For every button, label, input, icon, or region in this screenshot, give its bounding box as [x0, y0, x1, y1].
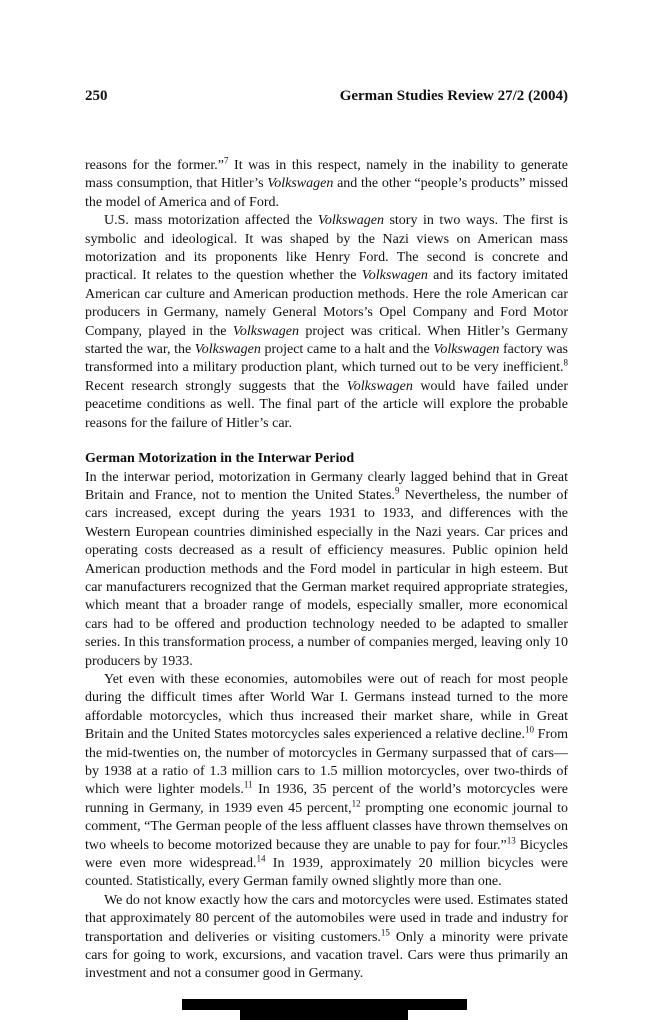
- text-run: Yet even with these economies, automobiles were out of reach for most people during the difficult times after World War I. Germans instead turned to the more affordable motorcycles, which thus increased their market share, while in Great Britain and the United States motorcycles sales experienced a relative decline.: [85, 671, 568, 743]
- footnote-ref-15: 15: [380, 927, 390, 937]
- italic-term: Volkswagen: [433, 342, 500, 358]
- text-run: prompting one economic journal to comment, “The German people of the less affluent classes have thrown themselves on two wheels to become motorized because they are unable to pay for four.”: [85, 800, 568, 853]
- footnote-ref-9: 9: [394, 485, 400, 496]
- italic-term: Volkswagen: [267, 176, 334, 192]
- text-run: In 1939, approximately 20 million bicycles were counted. Statistically, every German family owned slightly more than one.: [85, 856, 568, 890]
- text-run: In the interwar period, motorization in Germany clearly lagged behind that in Great Britain and France, not to mention the United States.: [85, 469, 568, 503]
- text-run: and the other “people’s products” missed the model of America and of Ford.: [85, 176, 568, 210]
- paragraph-5: [85, 892, 568, 984]
- text-run: Bicycles were even more widespread.: [85, 837, 568, 872]
- italic-term: Volkswagen: [346, 378, 413, 394]
- footnote-ref-7: 7: [224, 155, 229, 166]
- italic-term: Volkswagen: [361, 268, 428, 284]
- text-run: reasons for the former.”: [85, 158, 225, 173]
- footnote-ref-10: 10: [524, 724, 534, 735]
- text-run: Nevertheless, the number of cars increased, except during the years 1931 to 1933, and differences with the Western European countries diminished especially in the Nazi years. Car prices and operating costs decreased as a result of efficiency measures. Public opinion held American production methods and the Ford model in particular in high esteem. But car manufacturers recognized that the German market required appropriate strategies, which meant that a broader range of models, especially smaller, more economical cars had to be offered and production technology needed to be adapted to smaller series. In this transformation process, a number of companies merged, leaving only 10 producers by 1933.: [85, 487, 569, 669]
- footnote-ref-8: 8: [563, 357, 568, 368]
- scan-bottom-bar: [182, 999, 467, 1010]
- footnote-ref-11: 11: [243, 779, 253, 790]
- text-run: factory was transformed into a military production plant, which turned out to be very inefficient.: [85, 342, 568, 376]
- section-heading: German Motorization in the Interwar Period: [85, 451, 355, 467]
- paragraph-3: [85, 469, 568, 671]
- scan-bottom-bar-lower: [240, 1010, 408, 1020]
- italic-term: Volkswagen: [232, 323, 299, 339]
- footnote-ref-13: 13: [506, 834, 516, 845]
- paragraph-2: [85, 212, 568, 433]
- text-run: It was in this respect, namely in the inability to generate mass consumption, that Hitler’s: [85, 158, 568, 192]
- paragraph-1: [85, 157, 568, 212]
- text-run: In 1936, 35 percent of the world’s motorcycles were running in Germany, in 1939 even 45 percent,: [85, 782, 568, 816]
- footnote-ref-12: 12: [351, 798, 361, 809]
- page-number: 250: [85, 88, 108, 104]
- text-run: U.S. mass motorization affected the: [104, 213, 318, 229]
- text-run: project was critical. When Hitler’s Germany started the war, the: [85, 323, 569, 358]
- running-header: [85, 88, 568, 108]
- text-run: From the mid-twenties on, the number of motorcycles in Germany surpassed that of cars—by 1938 at a ratio of 1.3 million cars to 1.5 million motorcycles, over two-thirds of which were lighter models.: [85, 727, 569, 798]
- text-run: Recent research strongly suggests that the: [85, 378, 347, 394]
- text-run: project came to a halt and the: [260, 342, 434, 358]
- footnote-ref-14: 14: [256, 853, 266, 864]
- text-run: We do not know exactly how the cars and motorcycles were used. Estimates stated that approximately 80 percent of the automobiles were used in trade and industry for transportation and deliveries or visiting customers.: [85, 892, 568, 945]
- text-run: would have failed under peacetime conditions as well. The final part of the article will explore the probable reasons for the failure of Hitler’s car.: [85, 378, 568, 431]
- text-run: Only a minority were private cars for going to work, excursions, and vacation travel. Cars were thus primarily an investment and not a consumer good in Germany.: [85, 929, 568, 982]
- italic-term: Volkswagen: [194, 342, 261, 358]
- text-run: story in two ways. The first is symbolic and ideological. It was shaped by the Nazi views on American mass motorization and its proponents like Henry Ford. The second is concrete and practical. It relates to the question whether the: [85, 213, 568, 284]
- article-body: [85, 157, 568, 984]
- text-run: and its factory imitated American car culture and American production methods. Here the role American car producers in Germany, namely General Motors’s Opel Company and Ford Motor Company, played in the: [85, 268, 568, 339]
- journal-title: German Studies Review 27/2 (2004): [339, 88, 568, 104]
- italic-term: Volkswagen: [317, 213, 384, 229]
- paragraph-4: [85, 671, 568, 892]
